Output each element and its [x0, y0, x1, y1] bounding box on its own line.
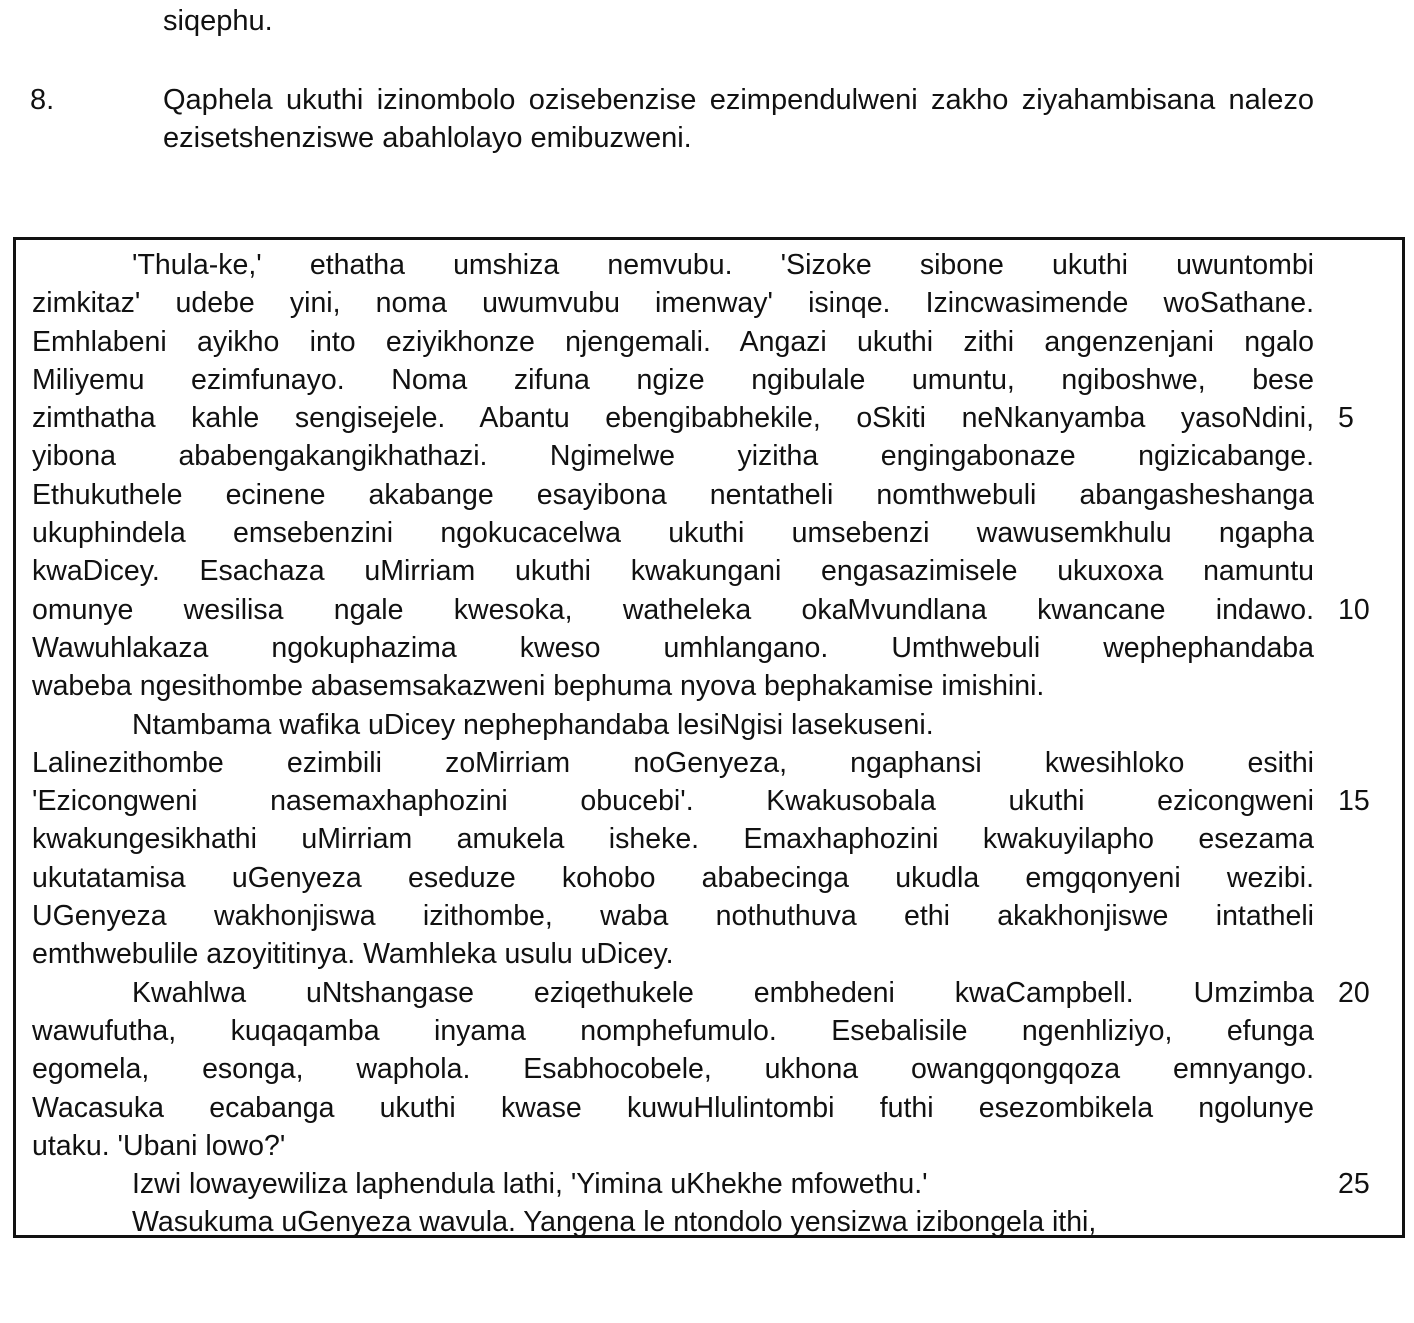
line-number-5: 5 [1338, 402, 1354, 435]
passage-line: 'Thula-ke,' ethatha umshiza nemvubu. 'Sizoke sibone ukuthi uwuntombi [132, 249, 1314, 281]
passage-line: wabeba ngesithombe abasemsakazweni bephuma nyova bephakamise imishini. [32, 670, 1045, 703]
passage-line: zimkitaz' udebe yini, noma uwumvubu imenway' isinqe. Izincwasimende woSathane. [32, 287, 1314, 320]
line-number-10: 10 [1338, 593, 1370, 626]
passage-line: kwaDicey. Esachaza uMirriam ukuthi kwakungani engasazimisele ukuxoxa namuntu [32, 555, 1314, 588]
line-number-25: 25 [1338, 1168, 1370, 1201]
passage-text [32, 246, 1314, 1242]
instruction-8 [30, 81, 1314, 157]
passage-box [13, 237, 1405, 1238]
passage-line: Ntambama wafika uDicey nephephandaba lesiNgisi lasekuseni. [132, 708, 934, 741]
instruction-number: 8. [30, 84, 55, 116]
passage-line: 'Ezicongweni nasemaxhaphozini obucebi'. Kwakusobala ukuthi ezicongweni [32, 785, 1314, 818]
passage-line: emthwebulile azoyititinya. Wamhleka usulu uDicey. [32, 938, 674, 971]
passage-line: Wasukuma uGenyeza wavula. Yangena le ntondolo yensizwa izibongela ithi, [132, 1206, 1097, 1239]
instruction-text: Qaphela ukuthi izinombolo ozisebenzise ezimpendulweni zakho ziyahambisana nalezo ezisetshenziswe abahlolayo emibuzweni. [163, 84, 1314, 154]
passage-line: wawufutha, kuqaqamba inyama nomphefumulo. Esebalisile ngenhliziyo, efunga [32, 1014, 1314, 1047]
line-number-15: 15 [1338, 785, 1370, 818]
passage-line: kwakungesikhathi uMirriam amukela isheke. Emaxhaphozini kwakuyilapho esezama [32, 823, 1314, 856]
passage-line: ukuphindela emsebenzini ngokucacelwa ukuthi umsebenzi wawusemkhulu ngapha [32, 517, 1314, 550]
passage-line: Ethukuthele ecinene akabange esayibona nentatheli nomthwebuli abangasheshanga [32, 478, 1314, 511]
passage-line: Kwahlwa uNtshangase eziqethukele embhedeni kwaCampbell. Umzimba [132, 976, 1314, 1009]
previous-instruction-continuation: siqephu. [163, 5, 273, 37]
passage-line: Wacasuka ecabanga ukuthi kwase kuwuHlulintombi futhi esezombikela ngolunye [32, 1091, 1314, 1124]
passage-line: Wawuhlakaza ngokuphazima kweso umhlangano. Umthwebuli wephephandaba [32, 631, 1314, 664]
passage-line: zimthatha kahle sengisejele. Abantu ebengibabhekile, oSkiti neNkanyamba yasoNdini, [32, 402, 1314, 435]
passage-line: egomela, esonga, waphola. Esabhocobele, ukhona owangqongqoza emnyango. [32, 1053, 1314, 1086]
line-number-20: 20 [1338, 976, 1370, 1009]
passage-line: Lalinezithombe ezimbili zoMirriam noGenyeza, ngaphansi kwesihloko esithi [32, 746, 1314, 779]
passage-line: ukutatamisa uGenyeza eseduze kohobo ababecinga ukudla emgqonyeni wezibi. [32, 861, 1314, 894]
passage-line: utaku. 'Ubani lowo?' [32, 1129, 286, 1162]
passage-line: UGenyeza wakhonjiswa izithombe, waba nothuthuva ethi akakhonjiswe intatheli [32, 900, 1314, 933]
passage-line: Emhlabeni ayikho into eziyikhonze njengemali. Angazi ukuthi zithi angenzenjani ngalo [32, 325, 1314, 358]
passage-line: Miliyemu ezimfunayo. Noma zifuna ngize ngibulale umuntu, ngiboshwe, bese [32, 363, 1314, 396]
passage-line: Izwi lowayewiliza laphendula lathi, 'Yimina uKhekhe mfowethu.' [132, 1168, 928, 1201]
passage-line: omunye wesilisa ngale kwesoka, watheleka okaMvundlana kwancane indawo. [32, 593, 1314, 626]
passage-line: yibona ababengakangikhathazi. Ngimelwe yizitha engingabonaze ngizicabange. [32, 440, 1314, 473]
